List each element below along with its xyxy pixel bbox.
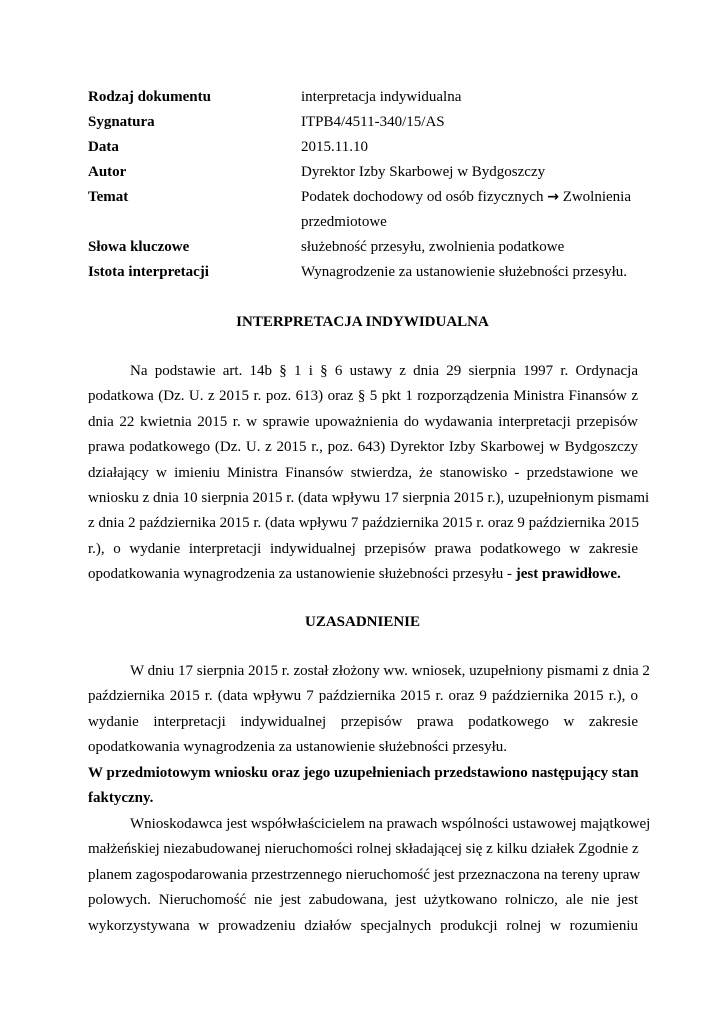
paragraph-line: podatkowa (Dz. U. z 2015 r. poz. 613) oraz § 5 pkt 1 rozporządzenia Ministra Finansów z [88,388,638,405]
metadata-row-date [88,135,648,160]
metadata-value: ITPB4/4511-340/15/AS [301,114,445,130]
metadata-label: Istota interpretacji [88,264,209,280]
section-heading-interpretation: INTERPRETACJA INDYWIDUALNA [236,314,489,330]
paragraph-justification [88,659,650,761]
paragraph-line: dnia 22 kwietnia 2015 r. w sprawie upoważnienia do wydawania interpretacji przepisów [88,413,638,430]
paragraph-line-text: opodatkowania wynagrodzenia za ustanowienie służebności przesyłu - [88,566,516,583]
paragraph-line: W dniu 17 sierpnia 2015 r. został złożony ww. wniosek, uzupełniony pismami z dnia 2 [130,663,650,679]
metadata-row-signature [88,110,648,135]
paragraph-line: wykorzystywana w prowadzeniu działów specjalnych produkcji rolnej w rozumieniu [88,917,638,934]
topic-text-line2: przedmiotowe [301,214,387,230]
metadata-row-topic [88,185,648,235]
metadata-label: Sygnatura [88,114,155,130]
paragraph-line: października 2015 r. (data wpływu 7 października 2015 r. oraz 9 października 2015 r.), o [88,688,638,705]
metadata-label: Rodzaj dokumentu [88,89,211,105]
paragraph-facts [88,812,651,939]
paragraph-ruling [88,359,650,588]
metadata-value [301,185,648,235]
section-heading-justification: UZASADNIENIE [304,614,421,630]
metadata-label: Data [88,139,119,155]
paragraph-line: wniosku z dnia 10 sierpnia 2015 r. (data wpływu 17 sierpnia 2015 r.), uzupełnionym pismami [88,490,650,507]
metadata-value: 2015.11.10 [301,139,368,155]
metadata-value: Wynagrodzenie za ustanowienie służebności przesyłu. [301,264,628,280]
metadata-row-essence [88,260,648,285]
metadata-row-type [88,85,648,110]
ruling-verdict: jest prawidłowe. [515,566,621,583]
metadata-value: służebność przesyłu, zwolnienia podatkowe [301,239,565,255]
paragraph-line: planem zagospodarowania przestrzennego nieruchomość jest przeznaczona na tereny upraw [88,866,641,883]
paragraph-line: wydanie interpretacji indywidualnej przepisów prawa podatkowego w zakresie [88,713,638,730]
metadata-value: interpretacja indywidualna [301,89,462,105]
metadata-row-keywords [88,235,648,260]
metadata-table [88,85,648,285]
metadata-label: Temat [88,189,129,205]
paragraph-line: działający w imieniu Ministra Finansów stwierdza, że stanowisko - przedstawione we [88,464,638,481]
topic-text-after: Zwolnienia [562,189,632,205]
paragraph-line: polowych. Nieruchomość nie jest zabudowana, jest użytkowano rolniczo, ale nie jest [88,892,638,909]
paragraph-line: Na podstawie art. 14b § 1 i § 6 ustawy z dnia 29 sierpnia 1997 r. Ordynacja [130,363,638,379]
paragraph-line: Wnioskodawca jest współwłaścicielem na prawach wspólności ustawowej majątkowej [130,816,651,832]
metadata-label: Autor [88,164,127,180]
paragraph-facts-heading [88,761,638,812]
paragraph-line: z dnia 2 października 2015 r. (data wpływu 7 października 2015 r. oraz 9 października 2015 [88,515,640,532]
metadata-label: Słowa kluczowe [88,239,190,255]
metadata-value: Dyrektor Izby Skarbowej w Bydgoszczy [301,164,546,180]
paragraph-line: W przedmiotowym wniosku oraz jego uzupełnieniach przedstawiono następujący stan [88,765,639,781]
paragraph-line: prawa podatkowego (Dz. U. z 2015 r., poz. 643) Dyrektor Izby Skarbowej w Bydgoszczy [88,439,638,456]
paragraph-line: faktyczny. [88,790,154,807]
paragraph-line: małżeńskiej niezabudowanej nieruchomości rolnej składającej się z kilku działek Zgodnie z [88,841,639,858]
paragraph-line: opodatkowania wynagrodzenia za ustanowienie służebności przesyłu. [88,739,508,756]
topic-text: Podatek dochodowy od osób fizycznych [301,189,544,205]
paragraph-line [88,562,638,587]
arrow-right-icon: → [547,189,559,205]
metadata-row-author [88,160,648,185]
paragraph-line: r.), o wydanie interpretacji indywidualnej przepisów prawa podatkowego w zakresie [88,540,638,557]
